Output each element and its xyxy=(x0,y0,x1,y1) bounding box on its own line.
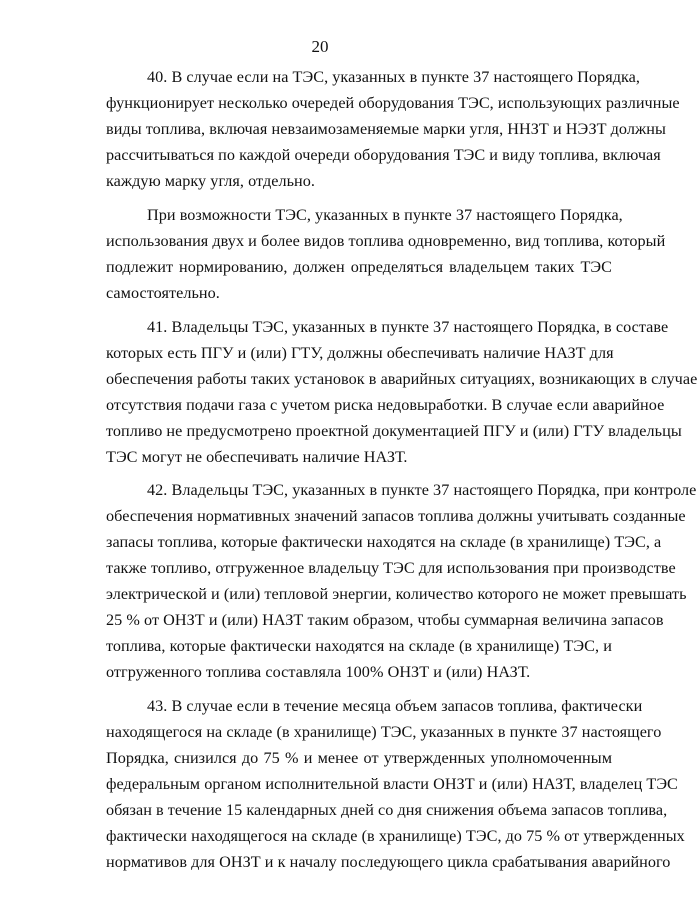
text-line: Порядка, снизился до 75 % и менее от утвержденных уполномоченным xyxy=(106,749,612,768)
text-line: самостоятельно. xyxy=(106,283,220,302)
text-line: отсутствия подачи газа с учетом риска недовыработки. В случае если аварийное xyxy=(106,395,665,414)
text-line: 41. Владельцы ТЭС, указанных в пункте 37 настоящего Порядка, в составе xyxy=(147,317,669,336)
paragraph xyxy=(65,477,697,685)
paragraph xyxy=(65,64,680,194)
paragraph xyxy=(65,202,666,306)
document-body xyxy=(65,64,697,883)
text-line: электрической и (или) тепловой энергии, количество которого не может превышать xyxy=(106,585,687,604)
text-line: топлива, которые фактически находятся на складе (в хранилище) ТЭС, и xyxy=(106,637,612,656)
text-line: обеспечения нормативных значений запасов топлива должны учитывать созданные xyxy=(106,507,686,526)
text-line: обязан в течение 15 календарных дней со дня снижения объема запасов топлива, xyxy=(106,801,668,820)
text-line: При возможности ТЭС, указанных в пункте 37 настоящего Порядка, xyxy=(147,205,623,224)
text-line: отгруженного топлива составляла 100% ОНЗТ и (или) НАЗТ. xyxy=(106,663,531,682)
text-line: рассчитываться по каждой очереди оборудования ТЭС и виду топлива, включая xyxy=(106,146,661,164)
text-line: 42. Владельцы ТЭС, указанных в пункте 37 настоящего Порядка, при контроле xyxy=(147,481,697,500)
text-line: также топливо, отгруженное владельцу ТЭС для использования при производстве xyxy=(106,559,676,578)
text-line: функционирует несколько очередей оборудования ТЭС, использующих различные xyxy=(106,94,680,112)
text-line: подлежит нормированию, должен определяться владельцем таких ТЭС xyxy=(106,257,612,276)
text-line: каждую марку угля, отдельно. xyxy=(106,172,315,190)
text-line: использования двух и более видов топлива одновременно, вид топлива, который xyxy=(106,231,666,250)
text-line: фактически находящегося на складе (в хранилище) ТЭС, до 75 % от утвержденных xyxy=(106,827,685,846)
text-line: 25 % от ОНЗТ и (или) НАЗТ таким образом, чтобы суммарная величина запасов xyxy=(106,611,664,630)
text-line: виды топлива, включая невзаимозаменяемые марки угля, ННЗТ и НЭЗТ должны xyxy=(106,120,666,138)
text-line: 40. В случае если на ТЭС, указанных в пункте 37 настоящего Порядка, xyxy=(147,68,640,86)
paragraph xyxy=(65,693,685,875)
text-line: федеральным органом исполнительной власти ОНЗТ и (или) НАЗТ, владелец ТЭС xyxy=(106,775,678,794)
text-line: 43. В случае если в течение месяца объем запасов топлива, фактически xyxy=(147,697,643,716)
paragraph xyxy=(65,314,697,470)
text-line: находящегося на складе (в хранилище) ТЭС, указанных в пункте 37 настоящего xyxy=(106,723,662,742)
text-line: ТЭС могут не обеспечивать наличие НАЗТ. xyxy=(106,447,408,466)
text-line: которых есть ПГУ и (или) ГТУ, должны обеспечивать наличие НАЗТ для xyxy=(106,343,614,362)
text-line: нормативов для ОНЗТ и к началу последующего цикла срабатывания аварийного xyxy=(106,853,671,872)
text-line: запасы топлива, которые фактически находятся на складе (в хранилище) ТЭС, а xyxy=(106,533,662,552)
text-line: обеспечения работы таких установок в аварийных ситуациях, возникающих в случае xyxy=(106,369,697,388)
page-number: 20 xyxy=(311,37,329,56)
text-line: топливо не предусмотрено проектной документацией ПГУ и (или) ГТУ владельцы xyxy=(106,421,682,440)
